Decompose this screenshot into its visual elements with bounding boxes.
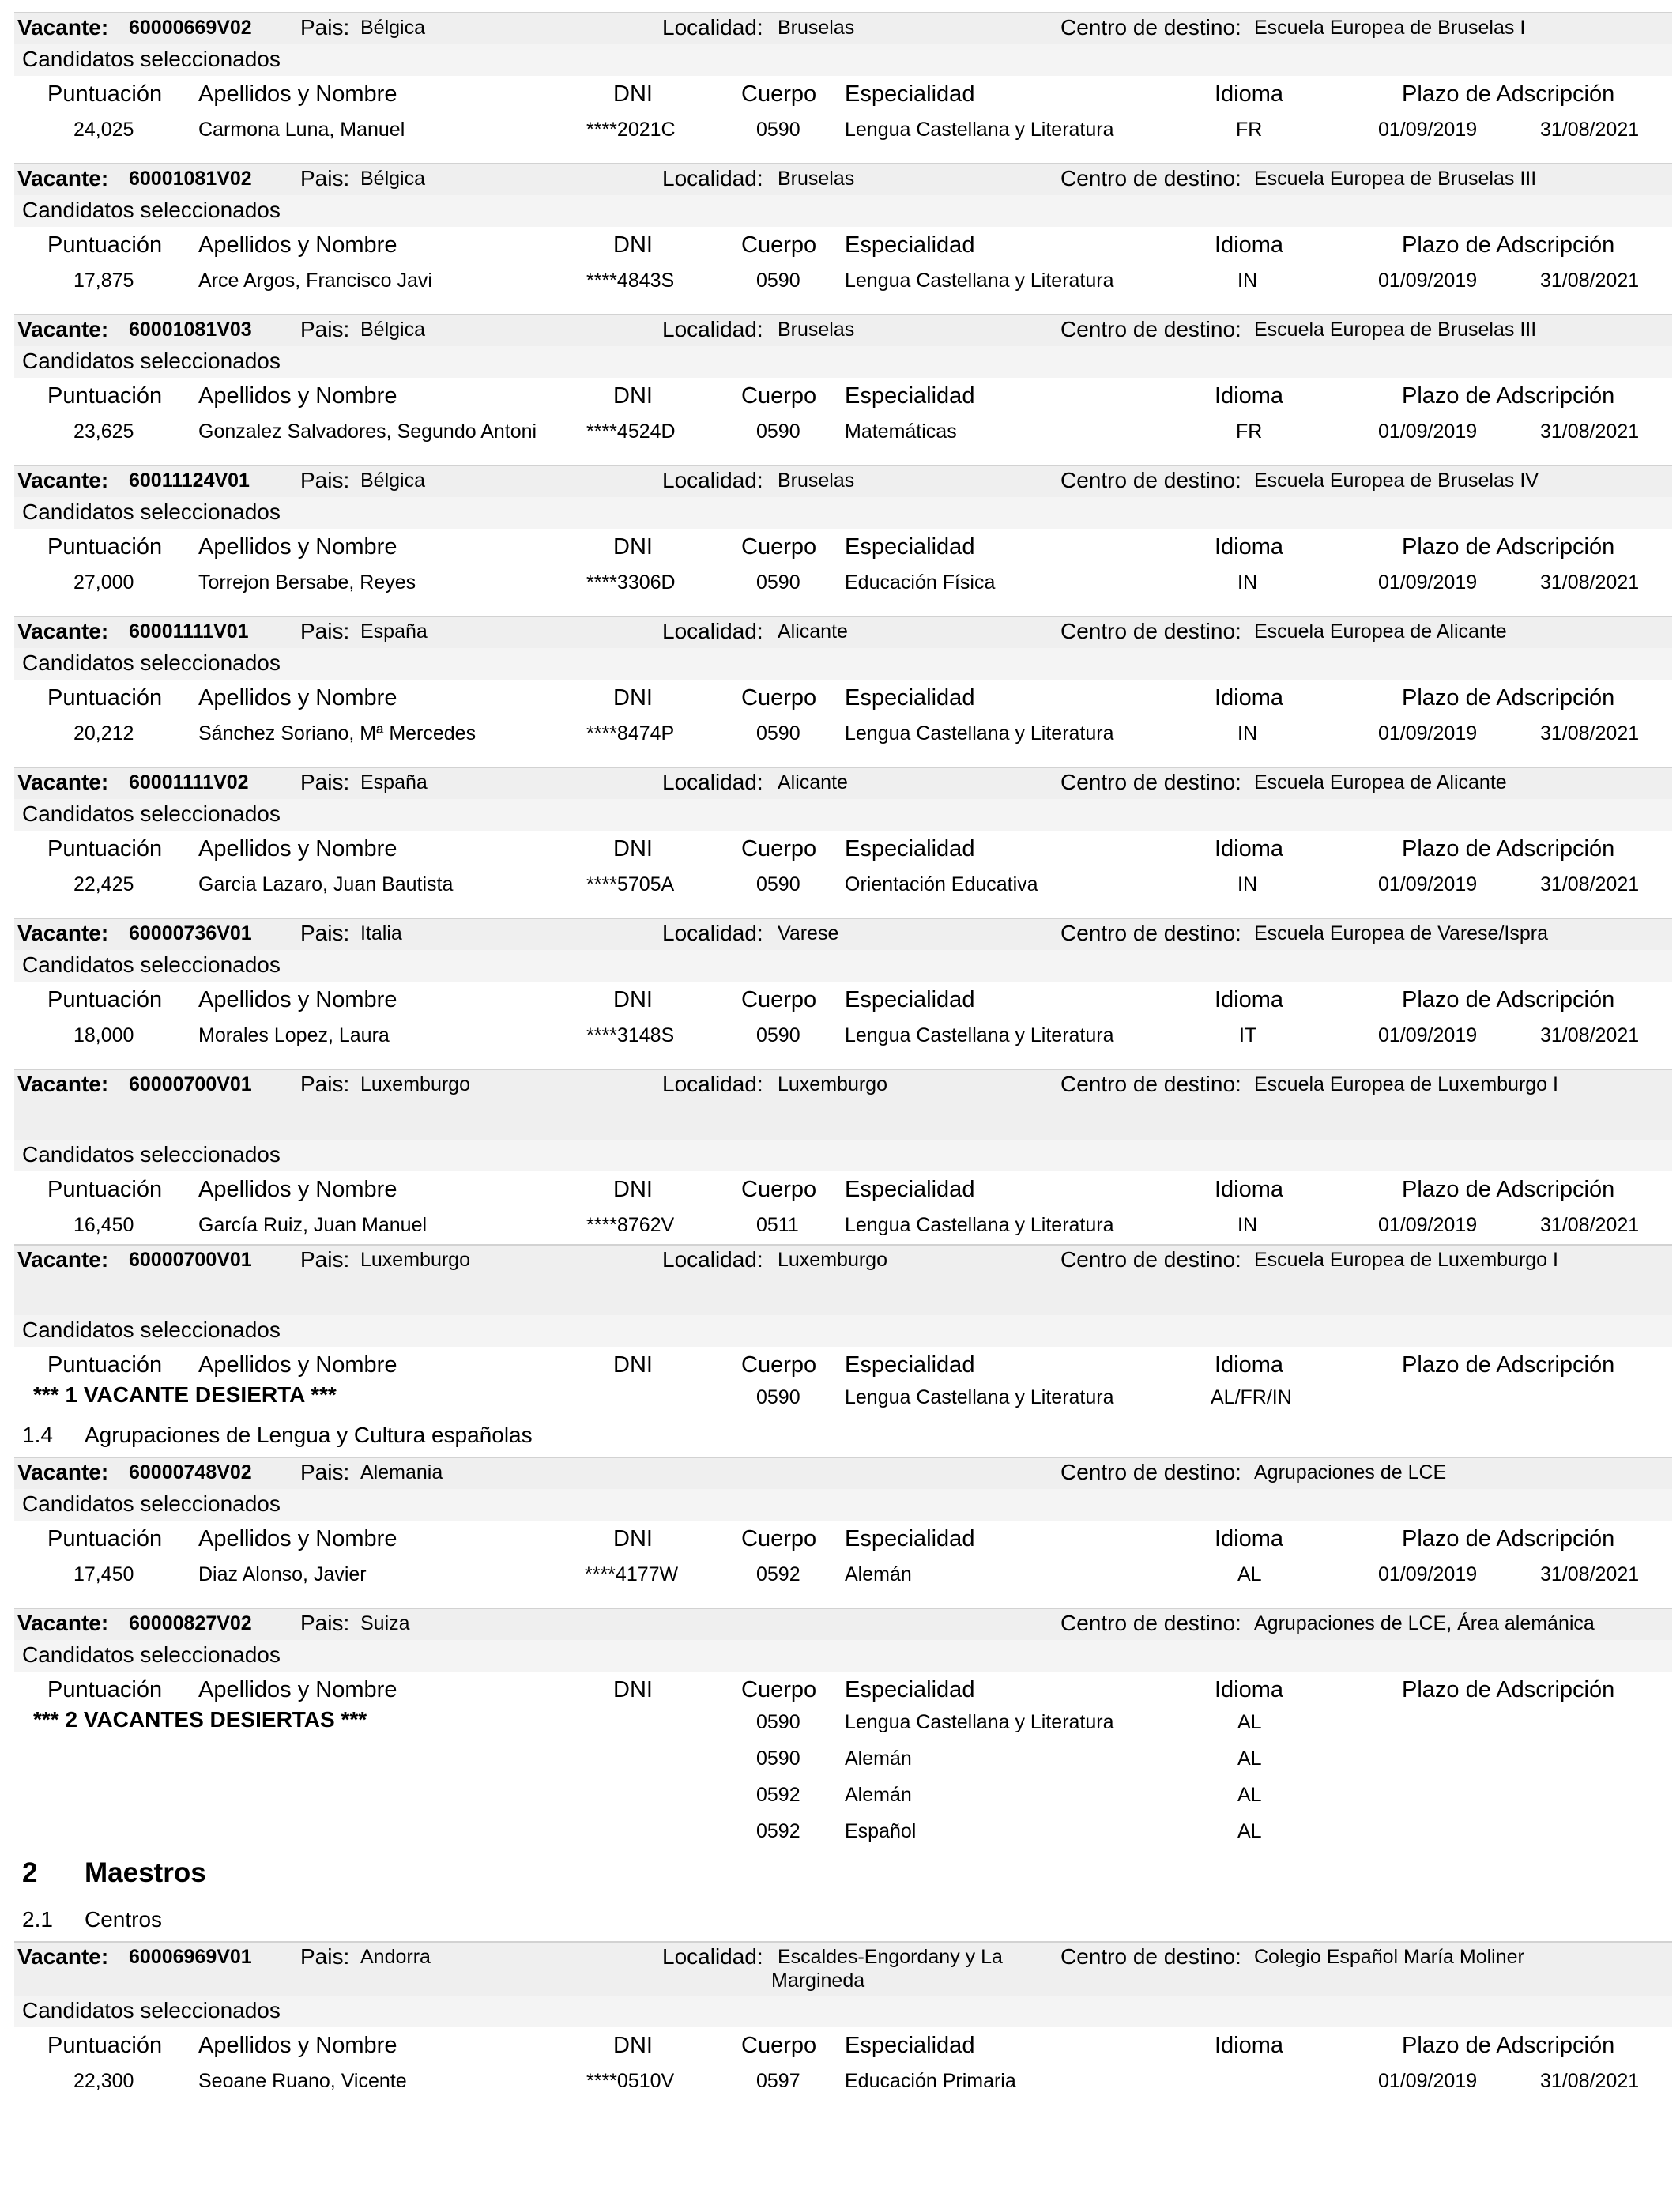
pais-label: Pais: xyxy=(300,15,350,40)
col-especialidad: Especialidad xyxy=(845,1526,975,1551)
cuerpo-value: 0590 xyxy=(756,1386,800,1408)
vacante-label: Vacante: xyxy=(17,317,109,341)
vacante-code: 60001111V01 xyxy=(129,620,249,643)
col-idioma: Idioma xyxy=(1215,232,1284,258)
vacante-label: Vacante: xyxy=(17,1247,109,1272)
col-especialidad: Especialidad xyxy=(845,836,975,861)
col-puntuacion: Puntuación xyxy=(47,1526,163,1551)
puntuacion-value: 24,025 xyxy=(73,119,134,141)
candidatos-label: Candidatos seleccionados xyxy=(22,952,281,977)
col-especialidad: Especialidad xyxy=(845,685,975,711)
col-dni: DNI xyxy=(613,383,653,409)
centro-label: Centro de destino: xyxy=(1060,468,1241,492)
section-title: Centros xyxy=(85,1907,163,1932)
col-idioma: Idioma xyxy=(1215,534,1284,560)
col-especialidad: Especialidad xyxy=(845,383,975,409)
centro-value: Escuela Europea de Alicante xyxy=(1254,771,1507,794)
cuerpo-value: 0597 xyxy=(756,2070,800,2092)
centro-label: Centro de destino: xyxy=(1060,1460,1241,1484)
candidatos-label: Candidatos seleccionados xyxy=(22,1998,281,2022)
plazo-fin: 31/08/2021 xyxy=(1540,1214,1640,1236)
col-apellidos: Apellidos y Nombre xyxy=(198,987,397,1012)
col-plazo: Plazo de Adscripción xyxy=(1402,81,1615,107)
col-apellidos: Apellidos y Nombre xyxy=(198,232,397,258)
plazo-inicio: 01/09/2019 xyxy=(1378,873,1478,895)
localidad-value: Bruselas xyxy=(778,319,855,341)
especialidad-value: Matemáticas xyxy=(845,420,957,443)
dni-value: ****4524D xyxy=(586,420,676,443)
col-cuerpo: Cuerpo xyxy=(741,1677,817,1702)
vacante-label: Vacante: xyxy=(17,166,109,190)
col-puntuacion: Puntuación xyxy=(47,987,163,1012)
centro-label: Centro de destino: xyxy=(1060,166,1241,190)
nombre-value: Gonzalez Salvadores, Segundo Antoni xyxy=(198,420,537,443)
candidatos-label: Candidatos seleccionados xyxy=(22,1491,281,1516)
vacante-label: Vacante: xyxy=(17,770,109,794)
centro-value: Escuela Europea de Bruselas III xyxy=(1254,319,1537,341)
vacante-label: Vacante: xyxy=(17,619,109,643)
col-especialidad: Especialidad xyxy=(845,987,975,1012)
especialidad-value: Lengua Castellana y Literatura xyxy=(845,722,1114,745)
especialidad-value: Educación Física xyxy=(845,571,996,594)
nombre-value: Arce Argos, Francisco Javi xyxy=(198,270,432,292)
dni-value: ****0510V xyxy=(586,2070,675,2092)
candidatos-label: Candidatos seleccionados xyxy=(22,349,281,373)
cuerpo-value: 0590 xyxy=(756,571,800,594)
localidad-label: Localidad: xyxy=(662,619,763,643)
dni-value: ****4177W xyxy=(585,1563,679,1585)
cuerpo-value: 0590 xyxy=(756,1711,800,1733)
idioma-value: IT xyxy=(1239,1024,1257,1046)
especialidad-value: Lengua Castellana y Literatura xyxy=(845,1386,1114,1408)
pais-label: Pais: xyxy=(300,1247,350,1272)
col-puntuacion: Puntuación xyxy=(47,383,163,409)
section-number: 2 xyxy=(22,1857,38,1888)
col-plazo: Plazo de Adscripción xyxy=(1402,1177,1615,1202)
pais-label: Pais: xyxy=(300,1611,350,1635)
localidad-value: Alicante xyxy=(778,771,848,794)
localidad-label: Localidad: xyxy=(662,166,763,190)
especialidad-value: Lengua Castellana y Literatura xyxy=(845,1024,1114,1046)
plazo-inicio: 01/09/2019 xyxy=(1378,1563,1478,1585)
puntuacion-value: 16,450 xyxy=(73,1214,134,1236)
dni-value: ****3306D xyxy=(586,571,676,594)
plazo-inicio: 01/09/2019 xyxy=(1378,571,1478,594)
vacante-code: 60000700V01 xyxy=(129,1073,252,1095)
cuerpo-value: 0592 xyxy=(756,1784,800,1806)
vacante-code: 60001081V02 xyxy=(129,168,252,190)
col-especialidad: Especialidad xyxy=(845,2033,975,2058)
cuerpo-value: 0511 xyxy=(756,1214,799,1236)
col-cuerpo: Cuerpo xyxy=(741,1352,817,1378)
plazo-fin: 31/08/2021 xyxy=(1540,571,1640,594)
plazo-inicio: 01/09/2019 xyxy=(1378,1024,1478,1046)
pais-label: Pais: xyxy=(300,1460,350,1484)
nombre-value: Carmona Luna, Manuel xyxy=(198,119,405,141)
cuerpo-value: 0590 xyxy=(756,1024,800,1046)
section-number: 2.1 xyxy=(22,1907,53,1932)
idioma-value: AL xyxy=(1237,1784,1262,1806)
pais-label: Pais: xyxy=(300,1944,350,1969)
nombre-value: Garcia Lazaro, Juan Bautista xyxy=(198,873,454,895)
candidatos-label: Candidatos seleccionados xyxy=(22,198,281,222)
col-apellidos: Apellidos y Nombre xyxy=(198,81,397,107)
col-idioma: Idioma xyxy=(1215,81,1284,107)
idioma-value: FR xyxy=(1236,119,1263,141)
cuerpo-value: 0590 xyxy=(756,722,800,745)
col-apellidos: Apellidos y Nombre xyxy=(198,1352,397,1378)
col-dni: DNI xyxy=(613,1177,653,1202)
col-apellidos: Apellidos y Nombre xyxy=(198,1526,397,1551)
puntuacion-value: 27,000 xyxy=(73,571,134,594)
pais-label: Pais: xyxy=(300,166,350,190)
vacante-label: Vacante: xyxy=(17,15,109,40)
vacante-code: 60000700V01 xyxy=(129,1249,252,1271)
vacante-label: Vacante: xyxy=(17,1072,109,1096)
nombre-value: Sánchez Soriano, Mª Mercedes xyxy=(198,722,477,745)
col-idioma: Idioma xyxy=(1215,685,1284,711)
col-dni: DNI xyxy=(613,1677,653,1702)
vacante-code: 60000736V01 xyxy=(129,922,252,944)
pais-label: Pais: xyxy=(300,317,350,341)
idioma-value: AL/FR/IN xyxy=(1211,1386,1292,1408)
desierta-notice: *** 1 VACANTE DESIERTA *** xyxy=(33,1382,337,1407)
plazo-fin: 31/08/2021 xyxy=(1540,270,1640,292)
col-cuerpo: Cuerpo xyxy=(741,836,817,861)
col-apellidos: Apellidos y Nombre xyxy=(198,1177,397,1202)
col-puntuacion: Puntuación xyxy=(47,534,163,560)
desierta-notice: *** 2 VACANTES DESIERTAS *** xyxy=(33,1707,367,1732)
pais-label: Pais: xyxy=(300,770,350,794)
idioma-value: AL xyxy=(1237,1820,1262,1842)
localidad-label: Localidad: xyxy=(662,921,763,945)
centro-label: Centro de destino: xyxy=(1060,1611,1241,1635)
localidad-label: Localidad: xyxy=(662,770,763,794)
localidad-label: Localidad: xyxy=(662,317,763,341)
especialidad-value: Alemán xyxy=(845,1747,912,1770)
centro-value: Escuela Europea de Alicante xyxy=(1254,620,1507,643)
candidatos-label: Candidatos seleccionados xyxy=(22,1642,281,1667)
col-plazo: Plazo de Adscripción xyxy=(1402,1677,1615,1702)
col-especialidad: Especialidad xyxy=(845,1352,975,1378)
puntuacion-value: 22,300 xyxy=(73,2070,134,2092)
localidad-label: Localidad: xyxy=(662,15,763,40)
centro-value: Escuela Europea de Luxemburgo I xyxy=(1254,1249,1558,1271)
cuerpo-value: 0592 xyxy=(756,1820,800,1842)
localidad-label: Localidad: xyxy=(662,1944,763,1969)
col-apellidos: Apellidos y Nombre xyxy=(198,1677,397,1702)
pais-value: Italia xyxy=(360,922,402,944)
centro-value: Colegio Español María Moliner xyxy=(1254,1946,1524,1968)
col-idioma: Idioma xyxy=(1215,1352,1284,1378)
dni-value: ****8762V xyxy=(586,1214,675,1236)
plazo-fin: 31/08/2021 xyxy=(1540,420,1640,443)
candidatos-label: Candidatos seleccionados xyxy=(22,1142,281,1167)
col-puntuacion: Puntuación xyxy=(47,1177,163,1202)
cuerpo-value: 0590 xyxy=(756,119,800,141)
col-plazo: Plazo de Adscripción xyxy=(1402,1352,1615,1378)
col-plazo: Plazo de Adscripción xyxy=(1402,685,1615,711)
idioma-value: AL xyxy=(1237,1711,1262,1733)
plazo-fin: 31/08/2021 xyxy=(1540,722,1640,745)
centro-label: Centro de destino: xyxy=(1060,1072,1241,1096)
col-cuerpo: Cuerpo xyxy=(741,2033,817,2058)
candidatos-label: Candidatos seleccionados xyxy=(22,499,281,524)
centro-value: Escuela Europea de Varese/Ispra xyxy=(1254,922,1548,944)
dni-value: ****5705A xyxy=(586,873,675,895)
col-idioma: Idioma xyxy=(1215,1677,1284,1702)
plazo-fin: 31/08/2021 xyxy=(1540,119,1640,141)
col-puntuacion: Puntuación xyxy=(47,836,163,861)
idioma-value: FR xyxy=(1236,420,1263,443)
vacante-label: Vacante: xyxy=(17,468,109,492)
centro-value: Agrupaciones de LCE, Área alemánica xyxy=(1254,1612,1595,1634)
col-plazo: Plazo de Adscripción xyxy=(1402,2033,1615,2058)
col-plazo: Plazo de Adscripción xyxy=(1402,232,1615,258)
vacante-code: 60001111V02 xyxy=(129,771,249,794)
col-dni: DNI xyxy=(613,2033,653,2058)
plazo-fin: 31/08/2021 xyxy=(1540,1563,1640,1585)
localidad-value: Bruselas xyxy=(778,469,855,492)
plazo-inicio: 01/09/2019 xyxy=(1378,2070,1478,2092)
col-idioma: Idioma xyxy=(1215,383,1284,409)
localidad-label: Localidad: xyxy=(662,468,763,492)
puntuacion-value: 22,425 xyxy=(73,873,134,895)
nombre-value: García Ruiz, Juan Manuel xyxy=(198,1214,428,1236)
pais-label: Pais: xyxy=(300,921,350,945)
plazo-inicio: 01/09/2019 xyxy=(1378,1214,1478,1236)
col-puntuacion: Puntuación xyxy=(47,685,163,711)
col-apellidos: Apellidos y Nombre xyxy=(198,534,397,560)
pais-value: Bélgica xyxy=(360,168,425,190)
centro-label: Centro de destino: xyxy=(1060,15,1241,40)
vacante-label: Vacante: xyxy=(17,1460,109,1484)
idioma-value: AL xyxy=(1237,1747,1262,1770)
idioma-value: AL xyxy=(1237,1563,1262,1585)
cuerpo-value: 0590 xyxy=(756,1747,800,1770)
col-dni: DNI xyxy=(613,836,653,861)
col-especialidad: Especialidad xyxy=(845,232,975,258)
localidad-value: Escaldes-Engordany y La xyxy=(778,1946,1003,1968)
col-puntuacion: Puntuación xyxy=(47,2033,163,2058)
col-dni: DNI xyxy=(613,1352,653,1378)
col-plazo: Plazo de Adscripción xyxy=(1402,534,1615,560)
candidatos-label: Candidatos seleccionados xyxy=(22,47,281,71)
col-idioma: Idioma xyxy=(1215,1177,1284,1202)
dni-value: ****4843S xyxy=(586,270,675,292)
centro-value: Escuela Europea de Luxemburgo I xyxy=(1254,1073,1558,1095)
col-puntuacion: Puntuación xyxy=(47,81,163,107)
col-puntuacion: Puntuación xyxy=(47,1352,163,1378)
nombre-value: Torrejon Bersabe, Reyes xyxy=(198,571,416,594)
col-cuerpo: Cuerpo xyxy=(741,1526,817,1551)
pais-value: España xyxy=(360,771,428,794)
pais-value: Suiza xyxy=(360,1612,410,1634)
col-apellidos: Apellidos y Nombre xyxy=(198,685,397,711)
centro-label: Centro de destino: xyxy=(1060,921,1241,945)
pais-label: Pais: xyxy=(300,619,350,643)
puntuacion-value: 17,450 xyxy=(73,1563,134,1585)
localidad-value: Varese xyxy=(778,922,839,944)
centro-value: Agrupaciones de LCE xyxy=(1254,1461,1447,1483)
col-dni: DNI xyxy=(613,534,653,560)
localidad-label: Localidad: xyxy=(662,1072,763,1096)
vacante-code: 60011124V01 xyxy=(129,469,250,492)
plazo-fin: 31/08/2021 xyxy=(1540,2070,1640,2092)
col-cuerpo: Cuerpo xyxy=(741,987,817,1012)
idioma-value: IN xyxy=(1237,1214,1257,1236)
cuerpo-value: 0590 xyxy=(756,873,800,895)
plazo-inicio: 01/09/2019 xyxy=(1378,119,1478,141)
localidad-value: Bruselas xyxy=(778,168,855,190)
idioma-value: IN xyxy=(1237,571,1257,594)
col-dni: DNI xyxy=(613,81,653,107)
col-idioma: Idioma xyxy=(1215,1526,1284,1551)
candidatos-label: Candidatos seleccionados xyxy=(22,1318,281,1342)
col-especialidad: Especialidad xyxy=(845,81,975,107)
especialidad-value: Lengua Castellana y Literatura xyxy=(845,1711,1114,1733)
pais-value: Luxemburgo xyxy=(360,1073,470,1095)
especialidad-value: Español xyxy=(845,1820,917,1842)
col-idioma: Idioma xyxy=(1215,836,1284,861)
col-plazo: Plazo de Adscripción xyxy=(1402,836,1615,861)
col-cuerpo: Cuerpo xyxy=(741,1177,817,1202)
localidad-label: Localidad: xyxy=(662,1247,763,1272)
pais-value: Bélgica xyxy=(360,17,425,39)
cuerpo-value: 0590 xyxy=(756,420,800,443)
col-especialidad: Especialidad xyxy=(845,1177,975,1202)
especialidad-value: Educación Primaria xyxy=(845,2070,1016,2092)
localidad-value: Luxemburgo xyxy=(778,1249,887,1271)
col-plazo: Plazo de Adscripción xyxy=(1402,1526,1615,1551)
puntuacion-value: 17,875 xyxy=(73,270,134,292)
pais-value: Bélgica xyxy=(360,469,425,492)
section-title: Agrupaciones de Lengua y Cultura españolas xyxy=(85,1423,533,1447)
plazo-inicio: 01/09/2019 xyxy=(1378,722,1478,745)
especialidad-value: Alemán xyxy=(845,1784,912,1806)
puntuacion-value: 18,000 xyxy=(73,1024,134,1046)
pais-value: Andorra xyxy=(360,1946,431,1968)
centro-label: Centro de destino: xyxy=(1060,317,1241,341)
centro-label: Centro de destino: xyxy=(1060,619,1241,643)
pais-value: España xyxy=(360,620,428,643)
pais-value: Luxemburgo xyxy=(360,1249,470,1271)
localidad-value: Luxemburgo xyxy=(778,1073,887,1095)
plazo-fin: 31/08/2021 xyxy=(1540,1024,1640,1046)
pais-value: Bélgica xyxy=(360,319,425,341)
col-apellidos: Apellidos y Nombre xyxy=(198,2033,397,2058)
localidad-value: Alicante xyxy=(778,620,848,643)
dni-value: ****8474P xyxy=(586,722,675,745)
localidad-value-line2: Margineda xyxy=(771,1970,865,1992)
especialidad-value: Lengua Castellana y Literatura xyxy=(845,119,1114,141)
idioma-value: IN xyxy=(1237,270,1257,292)
col-especialidad: Especialidad xyxy=(845,534,975,560)
especialidad-value: Alemán xyxy=(845,1563,912,1585)
plazo-fin: 31/08/2021 xyxy=(1540,873,1640,895)
section-title: Maestros xyxy=(85,1857,206,1888)
centro-label: Centro de destino: xyxy=(1060,770,1241,794)
centro-value: Escuela Europea de Bruselas IV xyxy=(1254,469,1539,492)
centro-value: Escuela Europea de Bruselas III xyxy=(1254,168,1537,190)
especialidad-value: Lengua Castellana y Literatura xyxy=(845,1214,1114,1236)
vacante-code: 60001081V03 xyxy=(129,319,252,341)
col-idioma: Idioma xyxy=(1215,987,1284,1012)
col-especialidad: Especialidad xyxy=(845,1677,975,1702)
vacante-label: Vacante: xyxy=(17,1611,109,1635)
col-apellidos: Apellidos y Nombre xyxy=(198,383,397,409)
col-cuerpo: Cuerpo xyxy=(741,383,817,409)
col-idioma: Idioma xyxy=(1215,2033,1284,2058)
col-cuerpo: Cuerpo xyxy=(741,534,817,560)
pais-label: Pais: xyxy=(300,468,350,492)
col-plazo: Plazo de Adscripción xyxy=(1402,383,1615,409)
localidad-value: Bruselas xyxy=(778,17,855,39)
plazo-inicio: 01/09/2019 xyxy=(1378,420,1478,443)
vacante-label: Vacante: xyxy=(17,921,109,945)
cuerpo-value: 0590 xyxy=(756,270,800,292)
especialidad-value: Lengua Castellana y Literatura xyxy=(845,270,1114,292)
centro-label: Centro de destino: xyxy=(1060,1944,1241,1969)
nombre-value: Morales Lopez, Laura xyxy=(198,1024,390,1046)
col-cuerpo: Cuerpo xyxy=(741,232,817,258)
especialidad-value: Orientación Educativa xyxy=(845,873,1038,895)
dni-value: ****2021C xyxy=(586,119,676,141)
col-cuerpo: Cuerpo xyxy=(741,81,817,107)
section-number: 1.4 xyxy=(22,1423,53,1447)
vacante-code: 60000669V02 xyxy=(129,17,252,39)
col-puntuacion: Puntuación xyxy=(47,232,163,258)
col-dni: DNI xyxy=(613,987,653,1012)
centro-value: Escuela Europea de Bruselas I xyxy=(1254,17,1526,39)
candidatos-label: Candidatos seleccionados xyxy=(22,650,281,675)
col-dni: DNI xyxy=(613,1526,653,1551)
nombre-value: Seoane Ruano, Vicente xyxy=(198,2070,407,2092)
idioma-value: IN xyxy=(1237,722,1257,745)
col-apellidos: Apellidos y Nombre xyxy=(198,836,397,861)
idioma-value: IN xyxy=(1237,873,1257,895)
nombre-value: Diaz Alonso, Javier xyxy=(198,1563,367,1585)
dni-value: ****3148S xyxy=(586,1024,675,1046)
puntuacion-value: 20,212 xyxy=(73,722,134,745)
col-plazo: Plazo de Adscripción xyxy=(1402,987,1615,1012)
puntuacion-value: 23,625 xyxy=(73,420,134,443)
vacante-label: Vacante: xyxy=(17,1944,109,1969)
vacante-code: 60000748V02 xyxy=(129,1461,252,1483)
vacante-code: 60000827V02 xyxy=(129,1612,252,1634)
col-dni: DNI xyxy=(613,232,653,258)
pais-label: Pais: xyxy=(300,1072,350,1096)
pais-value: Alemania xyxy=(360,1461,443,1483)
candidatos-label: Candidatos seleccionados xyxy=(22,801,281,826)
col-dni: DNI xyxy=(613,685,653,711)
col-puntuacion: Puntuación xyxy=(47,1677,163,1702)
cuerpo-value: 0592 xyxy=(756,1563,800,1585)
col-cuerpo: Cuerpo xyxy=(741,685,817,711)
centro-label: Centro de destino: xyxy=(1060,1247,1241,1272)
plazo-inicio: 01/09/2019 xyxy=(1378,270,1478,292)
vacante-code: 60006969V01 xyxy=(129,1946,252,1968)
